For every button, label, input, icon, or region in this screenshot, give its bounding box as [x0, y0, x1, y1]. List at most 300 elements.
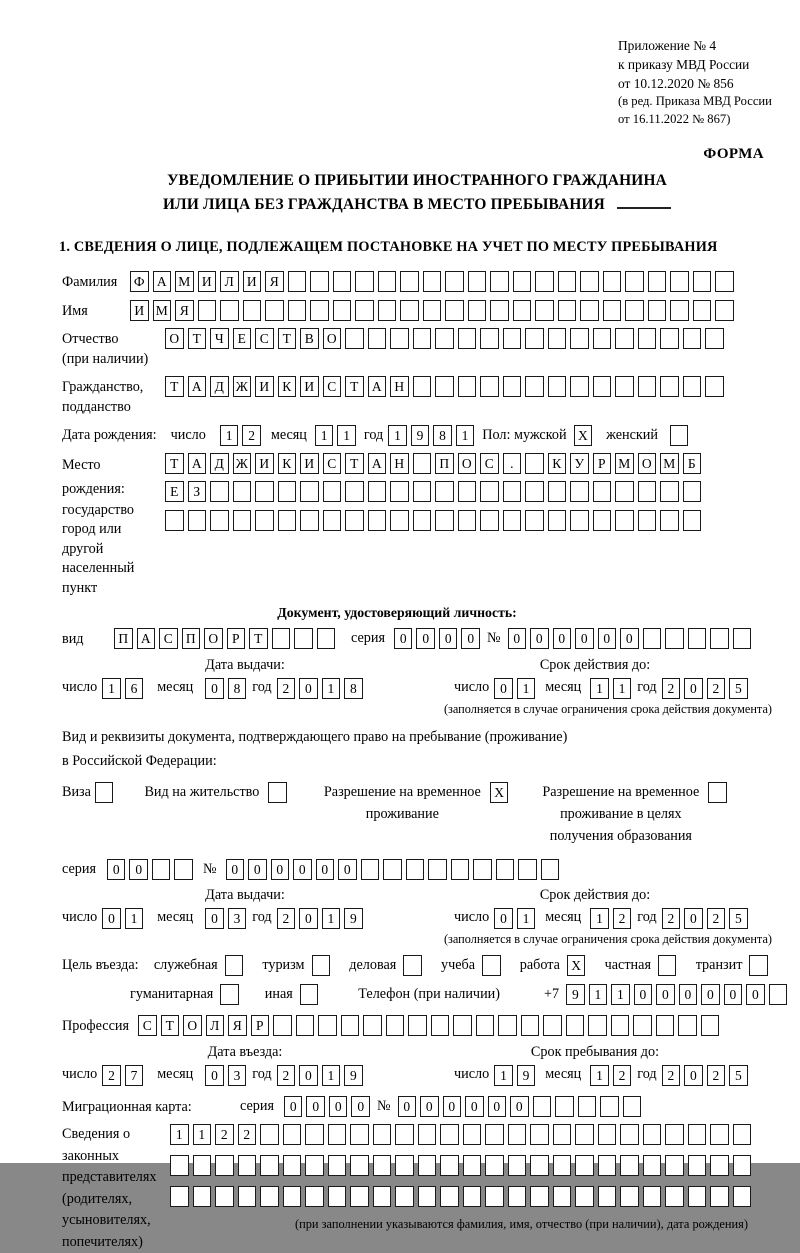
char-box[interactable]: 1 — [322, 678, 341, 699]
char-box[interactable] — [701, 1015, 720, 1036]
char-box[interactable] — [553, 1186, 572, 1207]
char-box[interactable]: 2 — [662, 908, 681, 929]
char-box[interactable]: 2 — [215, 1124, 234, 1145]
char-box[interactable] — [345, 481, 364, 502]
char-box[interactable]: 5 — [729, 908, 748, 929]
char-box[interactable]: 7 — [125, 1065, 144, 1086]
char-box[interactable]: Л — [220, 271, 239, 292]
entry-year[interactable] — [277, 1065, 367, 1086]
char-box[interactable] — [580, 300, 599, 321]
char-box[interactable] — [373, 1186, 392, 1207]
char-box[interactable] — [413, 453, 432, 474]
char-box[interactable] — [458, 510, 477, 531]
char-box[interactable]: 2 — [242, 425, 261, 446]
char-box[interactable]: 0 — [679, 984, 698, 1005]
doc-type-boxes[interactable] — [114, 628, 339, 649]
char-box[interactable]: 9 — [411, 425, 430, 446]
char-box[interactable] — [480, 510, 499, 531]
char-box[interactable] — [418, 1186, 437, 1207]
stay-until-year[interactable] — [662, 1065, 752, 1086]
char-box[interactable] — [378, 271, 397, 292]
char-box[interactable]: 0 — [271, 859, 290, 880]
char-box[interactable] — [503, 376, 522, 397]
char-box[interactable]: 5 — [729, 678, 748, 699]
char-box[interactable]: 0 — [299, 1065, 318, 1086]
char-box[interactable] — [733, 628, 752, 649]
char-box[interactable]: 0 — [316, 859, 335, 880]
char-box[interactable] — [575, 1155, 594, 1176]
char-box[interactable] — [390, 328, 409, 349]
char-box[interactable] — [710, 628, 729, 649]
doc-issue-month[interactable] — [205, 678, 250, 699]
char-box[interactable] — [328, 1124, 347, 1145]
char-box[interactable] — [598, 1186, 617, 1207]
char-box[interactable] — [418, 1155, 437, 1176]
char-box[interactable] — [435, 510, 454, 531]
char-box[interactable] — [503, 328, 522, 349]
char-box[interactable] — [615, 328, 634, 349]
purpose-business-checkbox[interactable] — [403, 955, 426, 976]
char-box[interactable] — [345, 328, 364, 349]
char-box[interactable] — [530, 1155, 549, 1176]
char-box[interactable] — [418, 1124, 437, 1145]
char-box[interactable] — [233, 481, 252, 502]
char-box[interactable]: . — [503, 453, 522, 474]
entry-month[interactable] — [205, 1065, 250, 1086]
char-box[interactable]: Т — [165, 376, 184, 397]
char-box[interactable] — [428, 859, 447, 880]
char-box[interactable] — [570, 376, 589, 397]
char-box[interactable]: 0 — [684, 678, 703, 699]
char-box[interactable] — [660, 510, 679, 531]
char-box[interactable] — [665, 628, 684, 649]
char-box[interactable] — [688, 1155, 707, 1176]
char-box[interactable]: 0 — [205, 678, 224, 699]
char-box[interactable] — [238, 1186, 257, 1207]
char-box[interactable] — [625, 300, 644, 321]
char-box[interactable]: Р — [593, 453, 612, 474]
char-box[interactable] — [323, 510, 342, 531]
char-box[interactable]: Т — [188, 328, 207, 349]
char-box[interactable]: 0 — [575, 628, 594, 649]
residence-issue-day[interactable] — [102, 908, 147, 929]
char-box[interactable] — [310, 300, 329, 321]
residence-issue-year[interactable] — [277, 908, 367, 929]
char-box[interactable] — [543, 1015, 562, 1036]
char-box[interactable] — [333, 271, 352, 292]
char-box[interactable] — [400, 271, 419, 292]
entry-day[interactable] — [102, 1065, 147, 1086]
char-box[interactable] — [508, 1155, 527, 1176]
char-box[interactable]: И — [198, 271, 217, 292]
char-box[interactable] — [715, 300, 734, 321]
char-box[interactable] — [598, 1124, 617, 1145]
char-box[interactable] — [598, 1155, 617, 1176]
char-box[interactable]: 0 — [205, 908, 224, 929]
purpose-transit-checkbox[interactable] — [749, 955, 772, 976]
char-box[interactable] — [260, 1155, 279, 1176]
char-box[interactable]: 0 — [420, 1096, 439, 1117]
char-box[interactable] — [373, 1124, 392, 1145]
char-box[interactable]: 1 — [590, 908, 609, 929]
char-box[interactable]: 0 — [416, 628, 435, 649]
birth-day-boxes[interactable] — [220, 425, 265, 446]
char-box[interactable]: 0 — [439, 628, 458, 649]
char-box[interactable]: 0 — [656, 984, 675, 1005]
char-box[interactable]: 2 — [613, 908, 632, 929]
char-box[interactable]: С — [323, 453, 342, 474]
doc-expiry-year[interactable] — [662, 678, 752, 699]
char-box[interactable] — [535, 300, 554, 321]
char-box[interactable] — [503, 481, 522, 502]
char-box[interactable] — [715, 271, 734, 292]
char-box[interactable]: 1 — [125, 908, 144, 929]
char-box[interactable] — [480, 481, 499, 502]
char-box[interactable] — [643, 1124, 662, 1145]
char-box[interactable]: 0 — [701, 984, 720, 1005]
char-box[interactable] — [350, 1155, 369, 1176]
char-box[interactable] — [435, 328, 454, 349]
char-box[interactable] — [548, 510, 567, 531]
char-box[interactable]: 0 — [553, 628, 572, 649]
char-box[interactable] — [463, 1155, 482, 1176]
char-box[interactable] — [317, 628, 336, 649]
temp-residence-checkbox[interactable] — [490, 782, 513, 803]
char-box[interactable]: М — [615, 453, 634, 474]
purpose-work-checkbox[interactable] — [567, 955, 590, 976]
char-box[interactable] — [476, 1015, 495, 1036]
char-box[interactable] — [445, 300, 464, 321]
char-box[interactable] — [305, 1124, 324, 1145]
char-box[interactable]: И — [255, 453, 274, 474]
char-box[interactable] — [305, 1186, 324, 1207]
char-box[interactable]: X — [567, 955, 586, 976]
char-box[interactable] — [705, 328, 724, 349]
char-box[interactable] — [656, 1015, 675, 1036]
char-box[interactable]: Д — [210, 376, 229, 397]
birth-year-boxes[interactable] — [388, 425, 478, 446]
char-box[interactable]: И — [300, 376, 319, 397]
char-box[interactable] — [670, 300, 689, 321]
char-box[interactable] — [480, 376, 499, 397]
char-box[interactable] — [440, 1186, 459, 1207]
char-box[interactable] — [386, 1015, 405, 1036]
char-box[interactable] — [170, 1186, 189, 1207]
char-box[interactable]: 2 — [102, 1065, 121, 1086]
char-box[interactable]: П — [435, 453, 454, 474]
doc-series-boxes[interactable] — [394, 628, 484, 649]
char-box[interactable] — [220, 300, 239, 321]
migration-series-boxes[interactable] — [284, 1096, 374, 1117]
char-box[interactable] — [548, 328, 567, 349]
char-box[interactable] — [368, 510, 387, 531]
migration-number-boxes[interactable] — [398, 1096, 646, 1117]
char-box[interactable]: 8 — [344, 678, 363, 699]
char-box[interactable]: А — [137, 628, 156, 649]
char-box[interactable] — [643, 1155, 662, 1176]
char-box[interactable] — [769, 984, 788, 1005]
char-box[interactable]: 1 — [611, 984, 630, 1005]
char-box[interactable] — [665, 1155, 684, 1176]
char-box[interactable] — [440, 1155, 459, 1176]
char-box[interactable]: 0 — [746, 984, 765, 1005]
char-box[interactable]: 2 — [707, 678, 726, 699]
char-box[interactable] — [390, 481, 409, 502]
char-box[interactable] — [533, 1096, 552, 1117]
char-box[interactable] — [225, 955, 244, 976]
char-box[interactable] — [615, 376, 634, 397]
char-box[interactable] — [638, 328, 657, 349]
stay-until-day[interactable] — [494, 1065, 539, 1086]
char-box[interactable] — [458, 481, 477, 502]
char-box[interactable] — [688, 1124, 707, 1145]
char-box[interactable]: 3 — [228, 908, 247, 929]
char-box[interactable] — [688, 1186, 707, 1207]
char-box[interactable] — [423, 271, 442, 292]
char-box[interactable]: 0 — [102, 908, 121, 929]
char-box[interactable] — [383, 859, 402, 880]
char-box[interactable] — [503, 510, 522, 531]
char-box[interactable]: И — [130, 300, 149, 321]
char-box[interactable]: 1 — [590, 1065, 609, 1086]
char-box[interactable]: 8 — [228, 678, 247, 699]
char-box[interactable]: Б — [683, 453, 702, 474]
char-box[interactable]: 1 — [322, 1065, 341, 1086]
char-box[interactable]: 0 — [443, 1096, 462, 1117]
char-box[interactable]: 0 — [684, 908, 703, 929]
char-box[interactable] — [233, 510, 252, 531]
char-box[interactable] — [296, 1015, 315, 1036]
char-box[interactable]: 6 — [125, 678, 144, 699]
char-box[interactable] — [575, 1124, 594, 1145]
char-box[interactable] — [580, 271, 599, 292]
char-box[interactable]: 5 — [729, 1065, 748, 1086]
char-box[interactable]: С — [255, 328, 274, 349]
char-box[interactable]: Т — [249, 628, 268, 649]
char-box[interactable]: 0 — [248, 859, 267, 880]
char-box[interactable] — [490, 271, 509, 292]
doc-issue-day[interactable] — [102, 678, 147, 699]
char-box[interactable] — [341, 1015, 360, 1036]
char-box[interactable] — [400, 300, 419, 321]
char-box[interactable] — [174, 859, 193, 880]
char-box[interactable] — [368, 481, 387, 502]
char-box[interactable] — [620, 1155, 639, 1176]
residence-expiry-month[interactable] — [590, 908, 635, 929]
char-box[interactable] — [710, 1124, 729, 1145]
char-box[interactable] — [423, 300, 442, 321]
char-box[interactable] — [350, 1124, 369, 1145]
char-box[interactable]: Ж — [233, 453, 252, 474]
char-box[interactable] — [485, 1124, 504, 1145]
residence-issue-month[interactable] — [205, 908, 250, 929]
birth-place-row2[interactable] — [165, 481, 705, 502]
char-box[interactable] — [643, 1186, 662, 1207]
char-box[interactable] — [620, 1186, 639, 1207]
stay-until-month[interactable] — [590, 1065, 635, 1086]
char-box[interactable] — [638, 376, 657, 397]
char-box[interactable] — [620, 1124, 639, 1145]
char-box[interactable] — [570, 510, 589, 531]
char-box[interactable] — [530, 1186, 549, 1207]
char-box[interactable]: 0 — [351, 1096, 370, 1117]
char-box[interactable] — [733, 1124, 752, 1145]
char-box[interactable]: 0 — [488, 1096, 507, 1117]
char-box[interactable] — [260, 1124, 279, 1145]
char-box[interactable] — [525, 510, 544, 531]
char-box[interactable] — [623, 1096, 642, 1117]
char-box[interactable] — [603, 300, 622, 321]
char-box[interactable]: О — [323, 328, 342, 349]
char-box[interactable] — [310, 271, 329, 292]
char-box[interactable] — [463, 1186, 482, 1207]
char-box[interactable] — [273, 1015, 292, 1036]
char-box[interactable] — [660, 481, 679, 502]
char-box[interactable] — [485, 1155, 504, 1176]
char-box[interactable] — [260, 1186, 279, 1207]
char-box[interactable]: С — [138, 1015, 157, 1036]
char-box[interactable] — [283, 1124, 302, 1145]
char-box[interactable]: Я — [175, 300, 194, 321]
char-box[interactable] — [693, 300, 712, 321]
char-box[interactable]: 1 — [613, 678, 632, 699]
char-box[interactable] — [548, 376, 567, 397]
char-box[interactable]: 0 — [724, 984, 743, 1005]
char-box[interactable] — [749, 955, 768, 976]
char-box[interactable] — [165, 510, 184, 531]
char-box[interactable]: 0 — [494, 908, 513, 929]
char-box[interactable] — [508, 1186, 527, 1207]
birth-month-boxes[interactable] — [315, 425, 360, 446]
char-box[interactable] — [670, 271, 689, 292]
char-box[interactable] — [378, 300, 397, 321]
char-box[interactable] — [328, 1186, 347, 1207]
representatives-row2[interactable] — [170, 1155, 755, 1176]
char-box[interactable] — [683, 328, 702, 349]
char-box[interactable] — [733, 1186, 752, 1207]
char-box[interactable]: 2 — [662, 1065, 681, 1086]
char-box[interactable] — [693, 271, 712, 292]
char-box[interactable]: 0 — [329, 1096, 348, 1117]
char-box[interactable]: 0 — [598, 628, 617, 649]
char-box[interactable] — [683, 510, 702, 531]
char-box[interactable]: 1 — [590, 678, 609, 699]
char-box[interactable]: 0 — [634, 984, 653, 1005]
char-box[interactable] — [535, 271, 554, 292]
char-box[interactable] — [708, 782, 727, 803]
char-box[interactable] — [710, 1155, 729, 1176]
char-box[interactable] — [458, 328, 477, 349]
char-box[interactable]: 2 — [238, 1124, 257, 1145]
char-box[interactable] — [625, 271, 644, 292]
char-box[interactable] — [403, 955, 422, 976]
char-box[interactable] — [660, 376, 679, 397]
char-box[interactable] — [361, 859, 380, 880]
char-box[interactable] — [413, 481, 432, 502]
char-box[interactable] — [558, 271, 577, 292]
char-box[interactable]: 1 — [170, 1124, 189, 1145]
surname-boxes[interactable] — [130, 271, 738, 292]
representatives-row3[interactable] — [170, 1186, 755, 1207]
char-box[interactable]: К — [548, 453, 567, 474]
char-box[interactable]: К — [278, 453, 297, 474]
char-box[interactable] — [548, 481, 567, 502]
char-box[interactable] — [611, 1015, 630, 1036]
char-box[interactable] — [265, 300, 284, 321]
char-box[interactable]: 0 — [398, 1096, 417, 1117]
char-box[interactable]: 1 — [220, 425, 239, 446]
char-box[interactable]: С — [323, 376, 342, 397]
char-box[interactable] — [278, 510, 297, 531]
char-box[interactable] — [615, 481, 634, 502]
char-box[interactable] — [593, 481, 612, 502]
char-box[interactable]: Я — [265, 271, 284, 292]
char-box[interactable] — [193, 1186, 212, 1207]
char-box[interactable] — [300, 510, 319, 531]
char-box[interactable]: Н — [390, 376, 409, 397]
char-box[interactable] — [521, 1015, 540, 1036]
char-box[interactable]: 0 — [226, 859, 245, 880]
char-box[interactable]: О — [458, 453, 477, 474]
char-box[interactable]: Ф — [130, 271, 149, 292]
char-box[interactable] — [333, 300, 352, 321]
purpose-official-checkbox[interactable] — [225, 955, 248, 976]
char-box[interactable] — [643, 628, 662, 649]
char-box[interactable] — [198, 300, 217, 321]
given-name-boxes[interactable] — [130, 300, 738, 321]
temp-residence-education-checkbox[interactable] — [708, 782, 731, 803]
char-box[interactable]: 1 — [193, 1124, 212, 1145]
char-box[interactable]: Т — [161, 1015, 180, 1036]
char-box[interactable] — [435, 376, 454, 397]
char-box[interactable]: М — [175, 271, 194, 292]
doc-expiry-day[interactable] — [494, 678, 539, 699]
phone-boxes[interactable] — [566, 984, 791, 1005]
char-box[interactable] — [593, 510, 612, 531]
char-box[interactable] — [458, 376, 477, 397]
char-box[interactable]: 2 — [277, 908, 296, 929]
char-box[interactable]: 0 — [530, 628, 549, 649]
char-box[interactable]: 1 — [337, 425, 356, 446]
residence-expiry-year[interactable] — [662, 908, 752, 929]
char-box[interactable]: 3 — [228, 1065, 247, 1086]
char-box[interactable]: 0 — [299, 908, 318, 929]
char-box[interactable] — [578, 1096, 597, 1117]
char-box[interactable]: 2 — [277, 678, 296, 699]
char-box[interactable] — [525, 376, 544, 397]
char-box[interactable] — [363, 1015, 382, 1036]
char-box[interactable] — [220, 984, 239, 1005]
char-box[interactable] — [496, 859, 515, 880]
char-box[interactable]: Р — [251, 1015, 270, 1036]
char-box[interactable]: А — [368, 376, 387, 397]
char-box[interactable] — [558, 300, 577, 321]
char-box[interactable] — [435, 481, 454, 502]
char-box[interactable] — [482, 955, 501, 976]
char-box[interactable]: О — [204, 628, 223, 649]
char-box[interactable]: 1 — [589, 984, 608, 1005]
char-box[interactable] — [525, 453, 544, 474]
char-box[interactable] — [468, 300, 487, 321]
representatives-row1[interactable] — [170, 1124, 755, 1145]
char-box[interactable]: 0 — [299, 678, 318, 699]
char-box[interactable] — [570, 328, 589, 349]
char-box[interactable] — [555, 1096, 574, 1117]
char-box[interactable] — [453, 1015, 472, 1036]
char-box[interactable] — [413, 510, 432, 531]
char-box[interactable]: 9 — [344, 1065, 363, 1086]
char-box[interactable] — [152, 859, 171, 880]
